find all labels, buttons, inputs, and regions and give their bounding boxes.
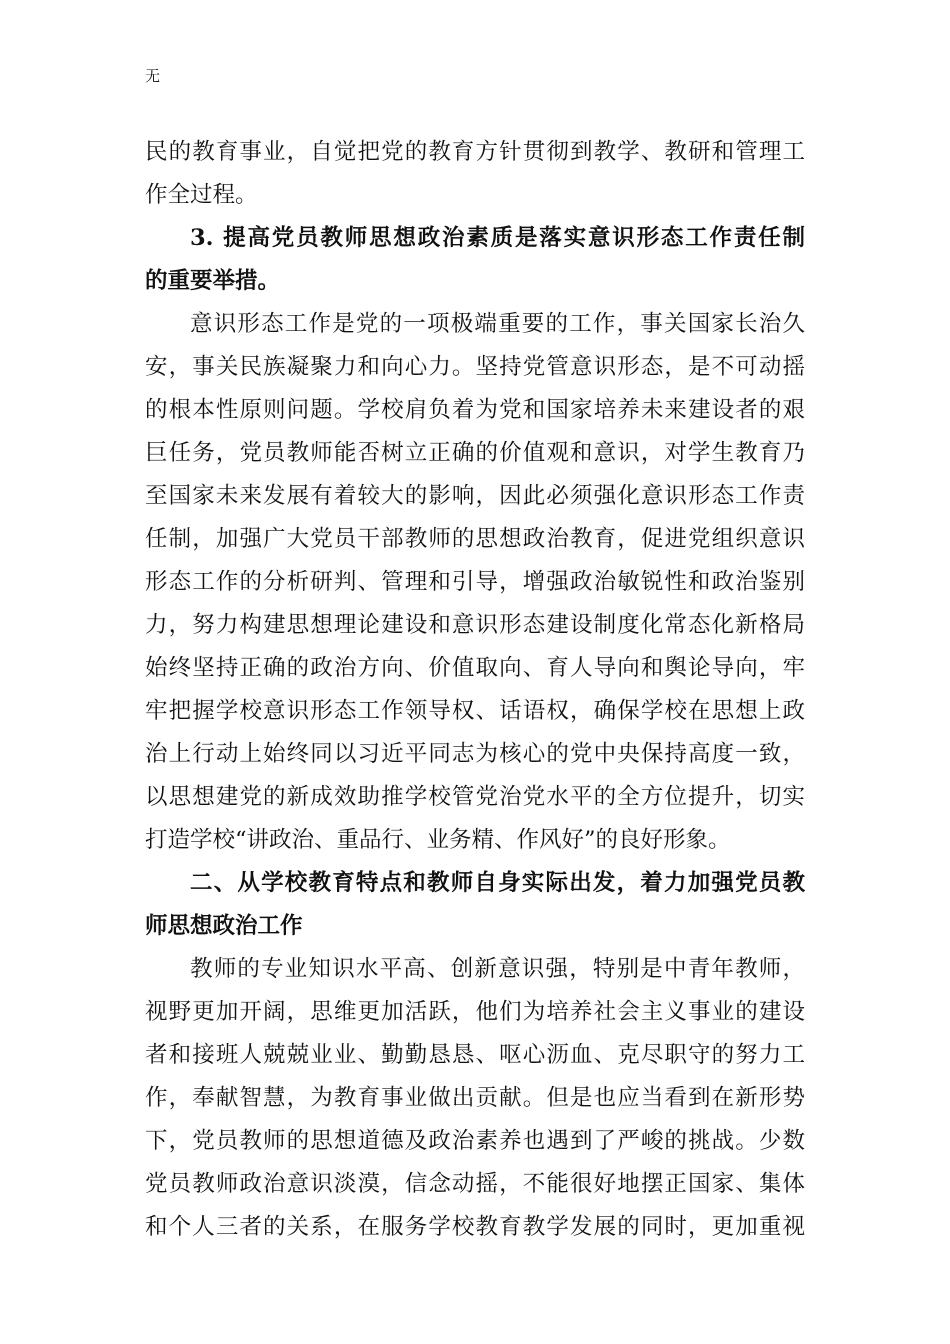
section-heading-line: 的重要举措。 — [145, 268, 281, 294]
document-body — [145, 131, 805, 1249]
section-heading-line: 师思想政治工作 — [145, 913, 303, 939]
section-heading-line: 二、从学校教育特点和教师自身实际出发，着力加强党员教 — [190, 870, 805, 896]
body-line: 以思想建党的新成效助推学校管党治党水平的全方位提升，切实 — [145, 784, 805, 810]
body-line: 作，奉献智慧，为教育事业做出贡献。但是也应当看到在新形势 — [145, 1085, 805, 1111]
body-line: 的根本性原则问题。学校肩负着为党和国家培养未来建设者的艰 — [145, 397, 805, 423]
paragraph-first-line: 教师的专业知识水平高、创新意识强，特别是中青年教师， — [190, 956, 805, 982]
body-line: 始终坚持正确的政治方向、价值取向、育人导向和舆论导向，牢 — [145, 655, 805, 681]
body-line: 党员教师政治意识淡漠，信念动摇，不能很好地摆正国家、集体 — [145, 1171, 805, 1197]
body-line: 视野更加开阔，思维更加活跃，他们为培养社会主义事业的建设 — [145, 999, 805, 1025]
body-line: 者和接班人兢兢业业、勤勤恳恳、呕心沥血、克尽职守的努力工 — [145, 1042, 805, 1068]
body-line: 治上行动上始终同以习近平同志为核心的党中央保持高度一致， — [145, 741, 805, 767]
body-line: 至国家未来发展有着较大的影响，因此必须强化意识形态工作责 — [145, 483, 805, 509]
body-line: 牢把握学校意识形态工作领导权、话语权，确保学校在思想上政 — [145, 698, 805, 724]
body-line: 安，事关民族凝聚力和向心力。坚持党管意识形态，是不可动摇 — [145, 354, 805, 380]
body-line: 和个人三者的关系，在服务学校教育教学发展的同时，更加重视 — [145, 1214, 805, 1240]
body-line: 巨任务，党员教师能否树立正确的价值观和意识，对学生教育乃 — [145, 440, 805, 466]
body-line: 任制，加强广大党员干部教师的思想政治教育，促进党组织意识 — [145, 526, 805, 552]
paragraph-first-line: 意识形态工作是党的一项极端重要的工作，事关国家长治久 — [190, 311, 805, 337]
section-heading-line: 3. 提高党员教师思想政治素质是落实意识形态工作责任制 — [190, 225, 805, 251]
page-header-mark: 无 — [145, 67, 161, 85]
body-line: 下，党员教师的思想道德及政治素养也遇到了严峻的挑战。少数 — [145, 1128, 805, 1154]
body-line: 形态工作的分析研判、管理和引导，增强政治敏锐性和政治鉴别 — [145, 569, 805, 595]
body-line: 力，努力构建思想理论建设和意识形态建设制度化常态化新格局 — [145, 612, 805, 638]
body-line: 作全过程。 — [145, 182, 258, 208]
body-line: 打造学校“讲政治、重品行、业务精、作风好”的良好形象。 — [145, 827, 731, 853]
body-line: 民的教育事业，自觉把党的教育方针贯彻到教学、教研和管理工 — [145, 139, 805, 165]
